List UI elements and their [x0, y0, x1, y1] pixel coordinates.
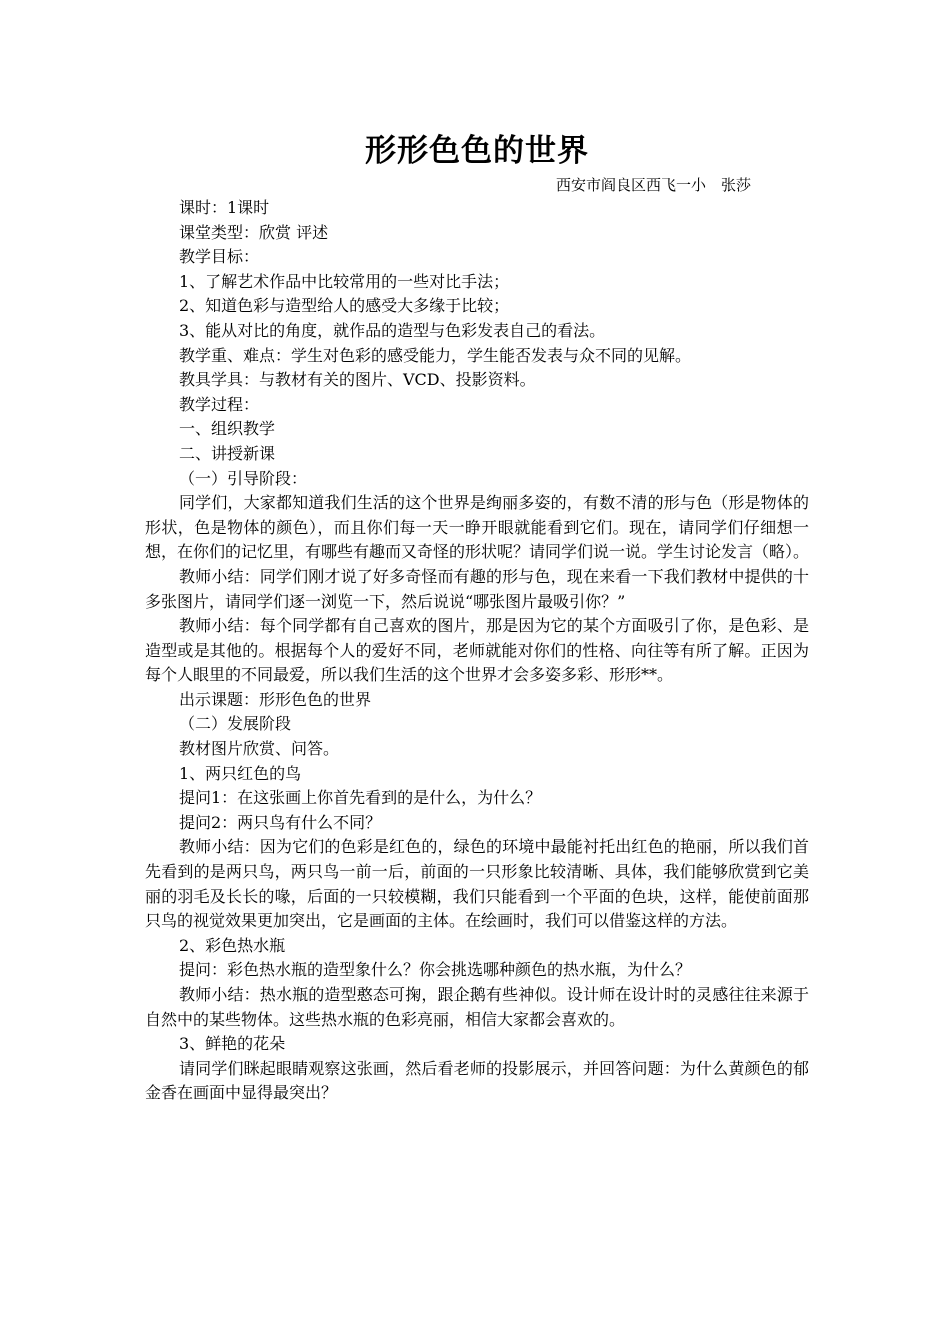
paragraph: 教材图片欣赏、问答。: [179, 739, 340, 759]
lesson-type: 课堂类型：欣赏 评述: [179, 222, 329, 242]
subsection-develop: （二）发展阶段: [179, 714, 292, 734]
teaching-goal-1: 1、了解艺术作品中比较常用的一些对比手法；: [179, 271, 510, 291]
item-heading: 2、彩色热水瓶: [179, 935, 286, 955]
question: 提问2：两只鸟有什么不同？: [179, 812, 382, 832]
document-body: [145, 196, 809, 1106]
paragraph: 教师小结：每个同学都有自己喜欢的图片，那是因为它的某个方面吸引了你，是色彩、是造型或是其他的。根据每个人的爱好不同，老师就能对你们的性格、向往等有所了解。正因为每个人眼里的不同最爱，所以我们生活的这个世界才会多姿多彩、形形**。: [145, 616, 809, 685]
paragraph: 教师小结：因为它们的色彩是红色的，绿色的环境中最能衬托出红色的艳丽，所以我们首先看到的是两只鸟，两只鸟一前一后，前面的一只形象比较清晰、具体，我们能够欣赏到它美丽的羽毛及长长的喙，后面的一只较模糊，我们只能看到一个平面的色块，这样，能使前面那只鸟的视觉效果更加突出，它是画面的主体。在绘画时，我们可以借鉴这样的方法。: [145, 837, 809, 931]
item-heading: 3、鲜艳的花朵: [179, 1034, 286, 1054]
teaching-goal-2: 2、知道色彩与造型给人的感受大多缘于比较；: [179, 296, 510, 316]
paragraph: 教师小结：同学们刚才说了好多奇怪而有趣的形与色，现在来看一下我们教材中提供的十多张图片，请同学们逐一浏览一下，然后说说“哪张图片最吸引你？”: [145, 566, 809, 611]
document-author: 西安市阎良区西飞一小 张莎: [555, 176, 751, 194]
paragraph: 教师小结：热水瓶的造型憨态可掬，跟企鹅有些神似。设计师在设计时的灵感往往来源于自然中的某些物体。这些热水瓶的色彩亮丽，相信大家都会喜欢的。: [145, 985, 809, 1029]
subsection-guide: （一）引导阶段：: [179, 468, 308, 488]
teaching-goals-heading: 教学目标：: [179, 247, 260, 267]
lesson-hours: 课时：1课时: [179, 198, 270, 217]
paragraph: 同学们，大家都知道我们生活的这个世界是绚丽多姿的，有数不清的形与色（形是物体的形状，色是物体的颜色），而且你们每一天一睁开眼就能看到它们。现在，请同学们仔细想一想，在你们的记忆里，有哪些有趣而又奇怪的形状呢？请同学们说一说。学生讨论发言（略）。: [145, 493, 810, 562]
teaching-goal-3: 3、能从对比的角度，就作品的造型与色彩发表自己的看法。: [179, 320, 606, 340]
question: 提问：彩色热水瓶的造型象什么？你会挑选哪种颜色的热水瓶，为什么？: [179, 960, 692, 980]
section-new-lesson: 二、讲授新课: [179, 443, 276, 463]
section-organize: 一、组织教学: [179, 419, 276, 439]
question: 提问1：在这张画上你首先看到的是什么，为什么？: [179, 788, 542, 808]
teaching-materials: 教具学具：与教材有关的图片、VCD、投影资料。: [179, 370, 536, 390]
document-title: 形形色色的世界: [365, 133, 589, 169]
paragraph: 请同学们眯起眼睛观察这张画，然后看老师的投影展示，并回答问题：为什么黄颜色的郁金香在画面中显得最突出？: [145, 1058, 809, 1103]
item-heading: 1、两只红色的鸟: [179, 763, 302, 783]
document-page: [145, 128, 809, 1106]
key-points: 教学重、难点：学生对色彩的感受能力，学生能否发表与众不同的见解。: [179, 345, 692, 365]
teaching-process-heading: 教学过程：: [179, 394, 260, 414]
lesson-topic: 出示课题：形形色色的世界: [179, 689, 372, 709]
